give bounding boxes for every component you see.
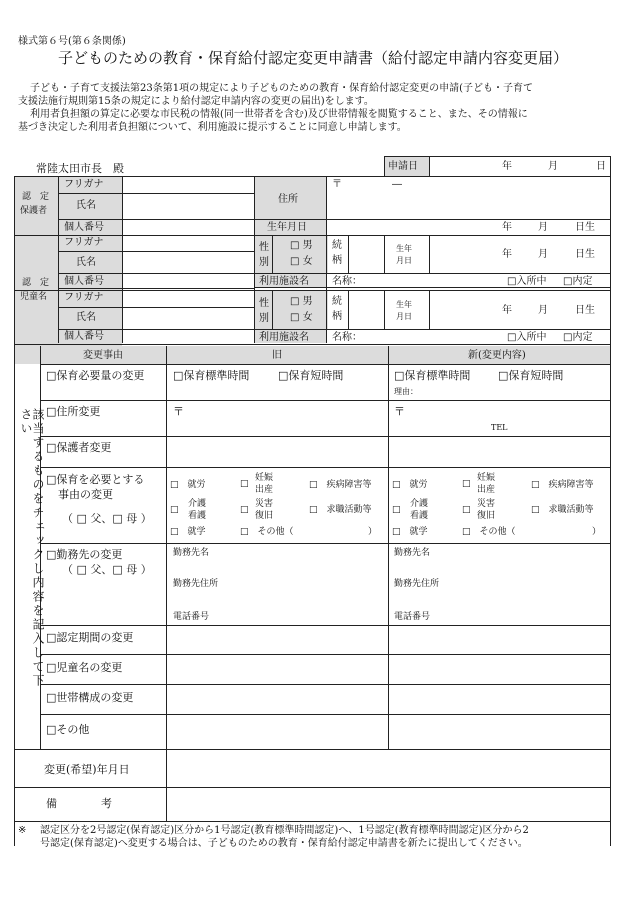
childcare-reason-change-checkbox[interactable]: □保育を必要とする — [46, 473, 145, 486]
old-disaster-label-2: 復旧 — [255, 511, 274, 521]
child1-sex-label-2: 別 — [259, 257, 269, 268]
header-new: 新(変更内容) — [468, 350, 526, 361]
child2-id-label: 個人番号 — [64, 331, 104, 342]
child2-male-checkbox[interactable]: □ 男 — [290, 296, 313, 307]
old-pregnancy-label-2: 出産 — [255, 485, 274, 495]
footnote-line-2: 号認定(保育認定)へ変更する場合は、子どものための教育・保育給付認定申請書を新たに提出してください。 — [40, 838, 528, 849]
child2-birth-label-1: 生年 — [396, 300, 412, 309]
child1-id-label: 個人番号 — [64, 276, 104, 287]
new-disaster-label-1: 災害 — [477, 499, 496, 509]
child2-female-checkbox[interactable]: □ 女 — [290, 312, 313, 323]
child1-female-checkbox[interactable]: □ 女 — [290, 256, 313, 267]
childcare-amount-change-checkbox[interactable]: □保育必要量の変更 — [46, 369, 145, 382]
reason-label: 理由： — [394, 387, 418, 396]
child1-birth-label-1: 生年 — [396, 244, 412, 253]
guardian-address-input[interactable] — [327, 177, 610, 219]
child1-relation-label-2: 柄 — [332, 255, 342, 266]
old-short-time-checkbox[interactable]: □保育短時間 — [278, 369, 344, 382]
footnote-line-1: 認定区分を2号認定(保育認定)区分から1号認定(教育標準時間認定)へ、1号認定(教育標準時間認定)区分から2 — [40, 825, 529, 836]
new-pregnancy-label-1: 妊娠 — [477, 473, 496, 483]
intro-line-3: 利用者負担額の算定に必要な市民税の情報(同一世帯者を含む)及び世帯情報を閲覧すること、また、その情報に — [30, 109, 528, 120]
other-change-checkbox[interactable]: □その他 — [46, 723, 90, 736]
child1-facility-label: 利用施設名 — [259, 276, 309, 287]
guardian-furigana-input[interactable] — [123, 177, 254, 193]
new-disaster-label-2: 復旧 — [477, 511, 496, 521]
guardian-birth-label: 生年月日 — [267, 222, 307, 233]
child2-facility-name[interactable]: 名称： — [332, 332, 362, 343]
child1-birth-day[interactable]: 日生 — [575, 249, 595, 260]
child-section-label-2: 児童名 — [20, 292, 48, 302]
guardian-change-checkbox[interactable]: □保護者変更 — [46, 441, 112, 454]
postal-mark: 〒 — [332, 179, 342, 190]
old-disaster-checkbox[interactable]: □ — [240, 505, 249, 515]
child1-sex-label-1: 性 — [259, 242, 269, 253]
child1-birth-year[interactable]: 年 — [502, 249, 512, 260]
guardian-name-input[interactable] — [123, 194, 254, 219]
child2-relation-label-2: 柄 — [332, 311, 342, 322]
child2-birth-year[interactable]: 年 — [502, 305, 512, 316]
old-care-label-2: 看護 — [188, 511, 207, 521]
old-postal-mark: 〒 — [173, 405, 184, 418]
application-day-field[interactable]: 日 — [596, 161, 606, 172]
new-care-label-1: 介護 — [410, 499, 429, 509]
new-disease-checkbox[interactable]: □ 疾病障害等 — [531, 480, 594, 490]
child2-facility-label: 利用施設名 — [259, 332, 309, 343]
new-pregnancy-label-2: 出産 — [477, 485, 496, 495]
guardian-id-input[interactable] — [123, 220, 254, 235]
guardian-birth-month[interactable]: 月 — [538, 222, 548, 233]
new-study-checkbox[interactable]: □ 就学 — [392, 527, 428, 537]
child2-birth-day[interactable]: 日生 — [575, 305, 595, 316]
desired-date-input[interactable] — [167, 750, 610, 787]
new-care-label-2: 看護 — [410, 511, 429, 521]
guardian-furigana-label: フリガナ — [64, 179, 104, 190]
header-old: 旧 — [272, 350, 282, 361]
header-reason: 変更事由 — [83, 350, 123, 361]
postal-dash: ― — [392, 179, 402, 190]
remarks-label: 備 考 — [46, 797, 112, 810]
old-study-checkbox[interactable]: □ 就学 — [170, 527, 206, 537]
guardian-section-label-1: 認 定 — [22, 192, 50, 202]
form-number: 様式第６号(第６条関係) — [18, 36, 126, 47]
old-employer-label: 勤務先名 — [173, 548, 210, 558]
childcare-reason-parent-checkboxes[interactable]: （ □ 父、□ 母 ） — [62, 512, 152, 525]
vertical-instruction: 該当するものをチェックし内容を記入して下さい — [19, 408, 45, 688]
new-employer-address-label: 勤務先住所 — [394, 579, 440, 589]
new-standard-time-checkbox[interactable]: □保育標準時間 — [394, 369, 471, 382]
child2-name-label: 氏名 — [76, 312, 96, 323]
old-other-close: ） — [368, 527, 378, 537]
intro-line-4: 基づき決定した利用者負担額について、利用施設に提示することに同意し申請します。 — [18, 122, 407, 133]
child1-enrolled-checkbox[interactable]: □入所中 — [507, 276, 547, 287]
childcare-reason-change-label: 事由の変更 — [58, 488, 113, 501]
child1-birth-label-2: 月日 — [396, 256, 412, 265]
addressee: 常陸太田市長 殿 — [36, 162, 124, 175]
address-change-checkbox[interactable]: □住所変更 — [46, 405, 101, 418]
household-change-checkbox[interactable]: □世帯構成の変更 — [46, 691, 134, 704]
intro-line-2: 支援法施行規則第15条の規定により給付認定申請内容の変更の届出)をします。 — [18, 96, 374, 107]
application-year-field[interactable]: 年 — [502, 161, 512, 172]
guardian-address-label: 住所 — [278, 194, 298, 205]
new-other-close: ） — [592, 527, 602, 537]
new-phone-label: 電話番号 — [394, 612, 431, 622]
child2-birth-month[interactable]: 月 — [538, 305, 548, 316]
desired-date-label: 変更(希望)年月日 — [44, 763, 130, 776]
guardian-birth-day[interactable]: 日生 — [575, 222, 595, 233]
new-pregnancy-checkbox[interactable]: □ — [462, 479, 471, 489]
new-disaster-checkbox[interactable]: □ — [462, 505, 471, 515]
child2-sex-label-2: 別 — [259, 313, 269, 324]
old-care-label-1: 介護 — [188, 499, 207, 509]
child1-relation-label-1: 続 — [332, 240, 342, 251]
intro-line-1: 子ども・子育て支援法第23条第1項の規定により子どものための教育・保育給付認定変更の申請(子ども・子育て — [30, 83, 533, 94]
old-care-checkbox[interactable]: □ — [170, 505, 179, 515]
old-work-checkbox[interactable]: □ 就労 — [170, 480, 206, 490]
old-disaster-label-1: 災害 — [255, 499, 274, 509]
child2-confirmed-checkbox[interactable]: □内定 — [563, 332, 593, 343]
old-address-input[interactable] — [167, 401, 388, 436]
old-disease-checkbox[interactable]: □ 疾病障害等 — [309, 480, 372, 490]
old-standard-time-checkbox[interactable]: □保育標準時間 — [173, 369, 250, 382]
child1-name-label: 氏名 — [76, 257, 96, 268]
new-work-checkbox[interactable]: □ 就労 — [392, 480, 428, 490]
old-pregnancy-checkbox[interactable]: □ — [240, 479, 249, 489]
new-address-input[interactable] — [389, 401, 610, 436]
child1-facility-name[interactable]: 名称： — [332, 276, 362, 287]
child-section-label-1: 認 定 — [22, 278, 50, 288]
guardian-id-label: 個人番号 — [64, 222, 104, 233]
child1-confirmed-checkbox[interactable]: □内定 — [563, 276, 593, 287]
guardian-birth-year[interactable]: 年 — [502, 222, 512, 233]
certification-period-change-checkbox[interactable]: □認定期間の変更 — [46, 631, 134, 644]
child-name-change-checkbox[interactable]: □児童名の変更 — [46, 661, 123, 674]
employer-parent-checkboxes[interactable]: （ □ 父、□ 母 ） — [62, 563, 152, 576]
guardian-name-label: 氏名 — [76, 200, 96, 211]
child2-birth-label-2: 月日 — [396, 312, 412, 321]
tel-label: TEL — [491, 423, 508, 432]
new-postal-mark: 〒 — [394, 405, 405, 418]
employer-change-checkbox[interactable]: □勤務先の変更 — [46, 548, 123, 561]
new-jobhunt-checkbox[interactable]: □ 求職活動等 — [531, 505, 594, 515]
old-other-checkbox[interactable]: □ その他（ — [240, 527, 294, 537]
child2-sex-label-1: 性 — [259, 298, 269, 309]
old-jobhunt-checkbox[interactable]: □ 求職活動等 — [309, 505, 372, 515]
application-month-field[interactable]: 月 — [548, 161, 558, 172]
old-employer-address-label: 勤務先住所 — [173, 579, 219, 589]
new-employer-label: 勤務先名 — [394, 548, 431, 558]
child1-furigana-label: フリガナ — [64, 237, 104, 248]
child1-birth-month[interactable]: 月 — [538, 249, 548, 260]
application-date-label: 申請日 — [388, 161, 418, 172]
child2-furigana-label: フリガナ — [64, 292, 104, 303]
child2-relation-label-1: 続 — [332, 296, 342, 307]
new-short-time-checkbox[interactable]: □保育短時間 — [498, 369, 564, 382]
remarks-input[interactable] — [167, 788, 610, 821]
new-other-checkbox[interactable]: □ その他（ — [462, 527, 516, 537]
old-phone-label: 電話番号 — [173, 612, 210, 622]
new-care-checkbox[interactable]: □ — [392, 505, 401, 515]
guardian-section-label-2: 保護者 — [20, 206, 48, 216]
child2-enrolled-checkbox[interactable]: □入所中 — [507, 332, 547, 343]
footnote-mark: ※ — [18, 825, 27, 836]
child1-male-checkbox[interactable]: □ 男 — [290, 240, 313, 251]
form-title: 子どものための教育・保育給付認定変更申請書（給付認定申請内容変更届） — [58, 49, 569, 67]
old-pregnancy-label-1: 妊娠 — [255, 473, 274, 483]
